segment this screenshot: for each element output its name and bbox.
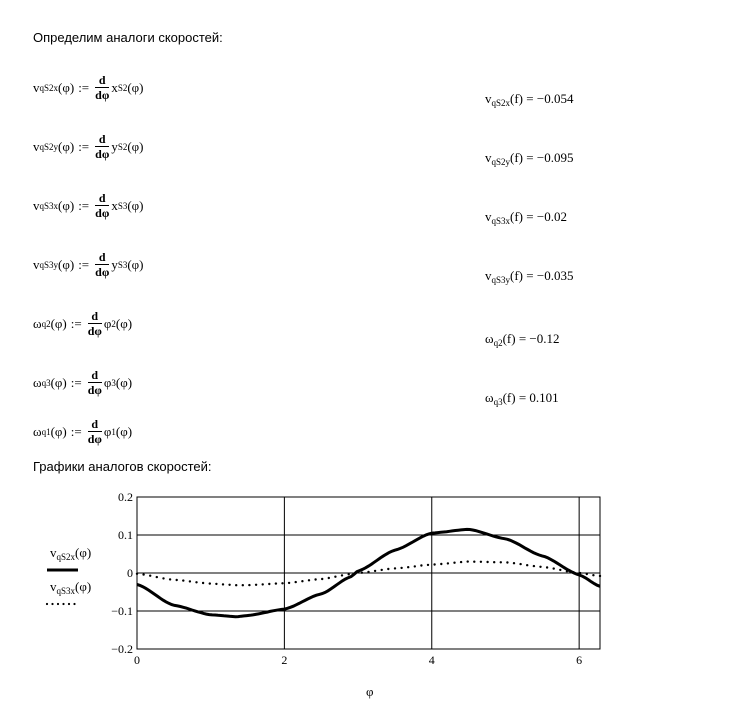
series-point-vqS3x [394,567,396,569]
series-point-vqS3x [215,583,217,585]
y-tick-label: −0.1 [111,604,133,618]
x-tick-label: 4 [428,653,435,667]
legend-label-series-2: $v_{qS3x}(\varphi)$ [50,579,92,596]
series-point-vqS3x [176,579,178,581]
series-point-vqS3x [566,570,568,572]
series-point-vqS3x [440,563,442,565]
derivative-fraction: $\frac{d}{d\varphi}$ [87,309,102,338]
series-point-vqS3x [519,563,521,565]
series-point-vqS3x [526,564,528,566]
legend-swatch-series-2 [73,603,75,605]
result-row: $v_{qS2y}(f) = -0.095$ [485,150,574,167]
derivative-fraction: $\frac{d}{d\varphi}$ [95,132,110,161]
series-point-vqS3x [209,582,211,584]
series-point-vqS3x [433,563,435,565]
series-point-vqS3x [400,567,402,569]
series-point-vqS3x [539,566,541,568]
series-point-vqS3x [486,561,488,563]
derivative-fraction: $\frac{d}{d\varphi}$ [95,73,110,102]
definition-row: v qS2y (φ) := $\frac{d}{d\varphi}$ y S2 (φ) [33,132,144,161]
series-point-vqS3x [169,578,171,580]
x-axis-label: φ [366,684,374,699]
series-point-vqS3x [222,583,224,585]
series-point-vqS3x [420,564,422,566]
y-tick-label: 0.1 [118,528,133,542]
x-tick-label: 6 [576,653,583,667]
result-row: $v_{qS3x}(f) = -0.02$ [485,209,567,226]
series-point-vqS3x [387,568,389,570]
series-point-vqS3x [136,573,138,575]
y-tick-label: 0 [127,566,133,580]
series-point-vqS3x [467,560,469,562]
series-point-vqS3x [447,562,449,564]
series-point-vqS3x [546,566,548,568]
series-point-vqS3x [341,574,343,576]
series-point-vqS3x [513,562,515,564]
result-row: $v_{qS2x}(f) = -0.054$ [485,91,574,108]
series-point-vqS3x [182,579,184,581]
series-point-vqS3x [506,561,508,563]
legend-swatch-series-2 [46,603,48,605]
series-point-vqS3x [268,583,270,585]
x-tick-label: 2 [281,653,288,667]
series-point-vqS3x [361,572,363,574]
series-point-vqS3x [288,582,290,584]
series-point-vqS3x [314,578,316,580]
series-point-vqS3x [321,578,323,580]
derivative-fraction: $\frac{d}{d\varphi}$ [87,417,102,446]
series-point-vqS3x [480,561,482,563]
definition-row: ω q1 (φ) := $\frac{d}{d\varphi}$ φ 1 (φ) [33,417,133,446]
series-point-vqS3x [275,582,277,584]
series-point-vqS3x [235,584,237,586]
series-point-vqS3x [592,574,594,576]
series-point-vqS3x [586,573,588,575]
series-point-vqS3x [473,561,475,563]
result-row: $v_{qS3y}(f) = -0.035$ [485,268,574,285]
series-point-vqS3x [162,577,164,579]
y-tick-label: −0.2 [111,642,133,656]
series-point-vqS3x [553,567,555,569]
series-point-vqS3x [381,569,383,571]
definition-row: v qS3y (φ) := $\frac{d}{d\varphi}$ y S3 (φ) [33,250,144,279]
series-point-vqS3x [599,575,601,577]
series-point-vqS3x [453,562,455,564]
series-point-vqS3x [255,584,257,586]
legend-swatch-series-2 [68,603,70,605]
legend-label-series-1: $v_{qS2x}(\varphi)$ [50,545,92,562]
series-point-vqS3x [460,561,462,563]
series-point-vqS3x [156,576,158,578]
series-point-vqS3x [142,573,144,575]
definition-row: ω q2 (φ) := $\frac{d}{d\varphi}$ φ 2 (φ) [33,309,133,338]
series-point-vqS3x [579,572,581,574]
legend-swatch-series-2 [62,603,64,605]
series-point-vqS3x [500,561,502,563]
series-point-vqS3x [248,584,250,586]
series-point-vqS3x [572,571,574,573]
section-heading-velocities: Определим аналоги скоростей: [33,30,223,45]
legend-swatch-series-2 [57,603,59,605]
legend-swatch-series-2 [51,603,53,605]
series-point-vqS3x [262,583,264,585]
series-point-vqS3x [367,571,369,573]
series-point-vqS3x [189,580,191,582]
series-point-vqS3x [427,564,429,566]
series-point-vqS3x [533,565,535,567]
series-point-vqS3x [354,572,356,574]
result-row: $\omega_{q3}(f) = 0.101$ [485,390,559,407]
definition-row: v qS3x (φ) := $\frac{d}{d\varphi}$ x S3 (φ) [33,191,144,220]
series-point-vqS3x [242,584,244,586]
x-tick-label: 0 [134,653,140,667]
series-point-vqS3x [374,570,376,572]
series-point-vqS3x [195,581,197,583]
derivative-fraction: $\frac{d}{d\varphi}$ [87,368,102,397]
series-point-vqS3x [228,584,230,586]
series-point-vqS3x [493,561,495,563]
series-point-vqS3x [334,576,336,578]
series-point-vqS3x [407,566,409,568]
y-tick-label: 0.2 [118,490,133,504]
series-point-vqS3x [202,582,204,584]
series-point-vqS3x [295,581,297,583]
series-point-vqS3x [348,573,350,575]
section-heading-graphs: Графики аналогов скоростей: [33,459,212,474]
series-point-vqS3x [149,575,151,577]
result-row: $\omega_{q2}(f) = -0.12$ [485,331,560,348]
definition-row: v qS2x (φ) := $\frac{d}{d\varphi}$ x S2 (φ) [33,73,144,102]
series-point-vqS3x [328,577,330,579]
derivative-fraction: $\frac{d}{d\varphi}$ [95,191,110,220]
derivative-fraction: $\frac{d}{d\varphi}$ [95,250,110,279]
series-point-vqS3x [301,580,303,582]
series-point-vqS3x [308,579,310,581]
series-point-vqS3x [414,565,416,567]
definition-row: ω q3 (φ) := $\frac{d}{d\varphi}$ φ 3 (φ) [33,368,133,397]
series-point-vqS3x [559,569,561,571]
series-point-vqS3x [281,582,283,584]
